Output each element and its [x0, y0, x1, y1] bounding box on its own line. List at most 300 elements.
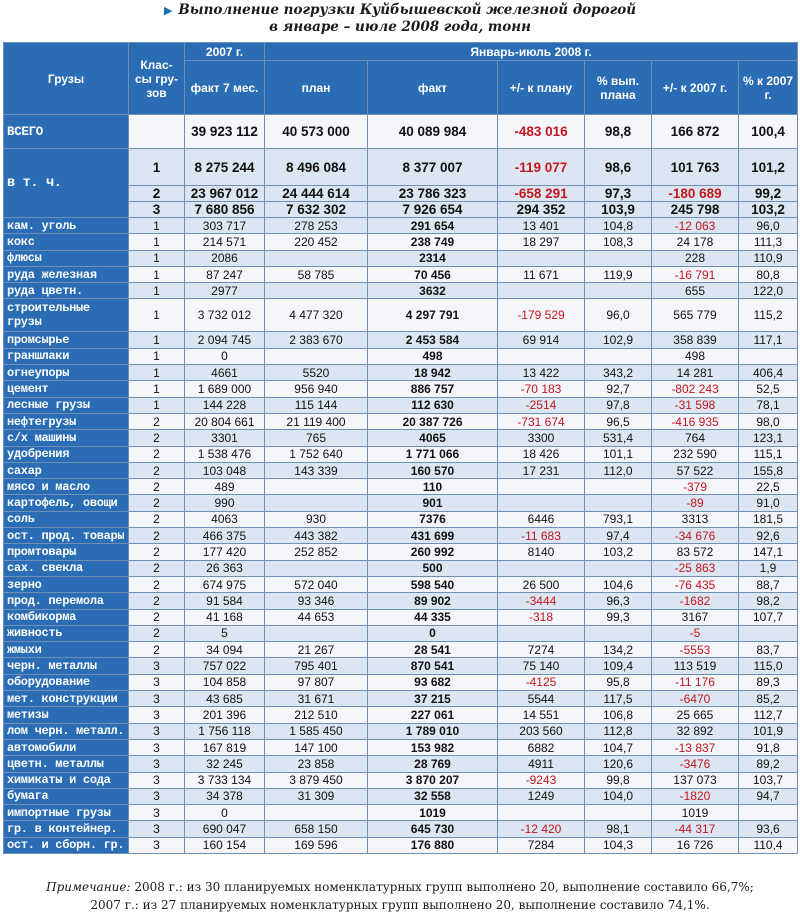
cell-fact-2007: 4063 — [185, 511, 265, 527]
cell-vs-plan: 17 231 — [498, 462, 585, 478]
cell-vs-2007: -44 317 — [652, 821, 739, 837]
table-row — [4, 805, 798, 821]
cell-pct-plan: 119,9 — [585, 266, 652, 282]
cell-pct-2007: 85,2 — [739, 691, 798, 707]
cell-fact: 3632 — [368, 283, 498, 299]
cell-plan: 93 346 — [265, 593, 368, 609]
cell-class: 2 — [129, 446, 185, 462]
title-line-2: в январе – июле 2008 года, тонн — [269, 19, 531, 35]
cell-vs-2007: 32 892 — [652, 723, 739, 739]
table-row — [4, 576, 798, 592]
cell-vs-plan: 75 140 — [498, 658, 585, 674]
cell-fact: 3 870 207 — [368, 772, 498, 788]
table-row — [4, 332, 798, 348]
cell-fact: 227 061 — [368, 707, 498, 723]
row-name: комбикорма — [4, 609, 129, 625]
cell-vs-2007: -3476 — [652, 756, 739, 772]
cell-class: 2 — [129, 625, 185, 641]
cell-fact: 901 — [368, 495, 498, 511]
cell-vs-2007: 3167 — [652, 609, 739, 625]
cell-pct-plan: 104,8 — [585, 218, 652, 234]
cell-pct-plan: 112,8 — [585, 723, 652, 739]
row-name: бумага — [4, 788, 129, 804]
cell-plan: 3 879 450 — [265, 772, 368, 788]
cell-plan: 220 452 — [265, 234, 368, 250]
cell-fact: 176 880 — [368, 837, 498, 853]
table-row — [4, 299, 798, 332]
cell-fact-2007: 1 689 000 — [185, 381, 265, 397]
cell-pct-plan: 102,9 — [585, 332, 652, 348]
cell-vs-2007: -416 935 — [652, 413, 739, 429]
cell-plan: 795 401 — [265, 658, 368, 674]
cell-fact-2007: 26 363 — [185, 560, 265, 576]
cell-fact-2007: 0 — [185, 805, 265, 821]
cell-fact: 20 387 726 — [368, 413, 498, 429]
cell-vs-plan — [498, 348, 585, 364]
cell-class: 3 — [129, 805, 185, 821]
cell-fact-2007: 3 733 134 — [185, 772, 265, 788]
cell-pct-plan: 103,9 — [585, 202, 652, 218]
cell-plan: 143 339 — [265, 462, 368, 478]
cell-vs-plan — [498, 805, 585, 821]
cell-pct-2007: 147,1 — [739, 544, 798, 560]
table-row — [4, 723, 798, 739]
cell-vs-plan — [498, 479, 585, 495]
cell-pct-plan: 106,8 — [585, 707, 652, 723]
cell-vs-2007: -34 676 — [652, 528, 739, 544]
cell-plan: 1 585 450 — [265, 723, 368, 739]
cell-plan: 252 852 — [265, 544, 368, 560]
cell-pct-2007: 122,0 — [739, 283, 798, 299]
cell-class: 2 — [129, 511, 185, 527]
cell-fact-2007: 8 275 244 — [185, 149, 265, 186]
cell-fact-2007: 690 047 — [185, 821, 265, 837]
footnote-label: Примечание: — [46, 880, 131, 894]
cell-vs-2007: -379 — [652, 479, 739, 495]
cell-pct-2007: 111,3 — [739, 234, 798, 250]
cell-fact: 23 786 323 — [368, 186, 498, 202]
cell-fact-2007: 466 375 — [185, 528, 265, 544]
cell-fact-2007: 87 247 — [185, 266, 265, 282]
cell-fact-2007: 20 804 661 — [185, 413, 265, 429]
cell-vs-2007: 232 590 — [652, 446, 739, 462]
row-name: импортные грузы — [4, 805, 129, 821]
header-vs-plan: +/- к плану — [498, 61, 585, 115]
cell-plan — [265, 805, 368, 821]
cell-class: 1 — [129, 218, 185, 234]
cell-class: 2 — [129, 495, 185, 511]
cell-fact: 37 215 — [368, 691, 498, 707]
cell-fact-2007: 32 245 — [185, 756, 265, 772]
cell-vs-plan: 26 500 — [498, 576, 585, 592]
cell-fact: 1 789 010 — [368, 723, 498, 739]
cell-vs-2007: -5553 — [652, 642, 739, 658]
cell-vs-plan: 13 422 — [498, 365, 585, 381]
cell-vs-plan: 6446 — [498, 511, 585, 527]
cell-vs-2007: 166 872 — [652, 115, 739, 149]
cell-fact: 645 730 — [368, 821, 498, 837]
cell-pct-plan — [585, 625, 652, 641]
cell-pct-plan: 97,3 — [585, 186, 652, 202]
cell-vs-2007: -5 — [652, 625, 739, 641]
table-row — [4, 756, 798, 772]
row-name: лом черн. металл. — [4, 723, 129, 739]
cell-pct-2007: 115,1 — [739, 446, 798, 462]
cell-class: 3 — [129, 756, 185, 772]
cell-fact-2007: 7 680 856 — [185, 202, 265, 218]
footnote-line-1: 2008 г.: из 30 планируемых номенклатурных групп выполнено 20, выполнение составило 66,7%; — [134, 880, 754, 894]
cell-vs-plan: 18 426 — [498, 446, 585, 462]
cell-pct-2007: 99,2 — [739, 186, 798, 202]
row-name: удобрения — [4, 446, 129, 462]
cell-pct-2007: 52,5 — [739, 381, 798, 397]
cell-pct-2007: 89,2 — [739, 756, 798, 772]
triangle-marker-icon: ▶ — [163, 4, 173, 17]
cell-vs-plan: -483 016 — [498, 115, 585, 149]
cell-pct-2007: 98,2 — [739, 593, 798, 609]
cell-plan — [265, 348, 368, 364]
cell-class: 1 — [129, 149, 185, 186]
footnote-line-2: 2007 г.: из 27 планируемых номенклатурных групп выполнено 20, выполнение составило 74,1%. — [90, 898, 710, 912]
table-row — [4, 397, 798, 413]
cell-fact-2007: 674 975 — [185, 576, 265, 592]
cell-class: 2 — [129, 186, 185, 202]
cell-fact-2007: 2977 — [185, 283, 265, 299]
cell-vs-plan: 1249 — [498, 788, 585, 804]
cell-pct-2007: 110,9 — [739, 250, 798, 266]
cell-vs-plan: -2514 — [498, 397, 585, 413]
table-row — [4, 821, 798, 837]
cell-vs-plan — [498, 283, 585, 299]
cell-pct-plan: 97,8 — [585, 397, 652, 413]
cell-fact: 238 749 — [368, 234, 498, 250]
cell-pct-2007: 110,4 — [739, 837, 798, 853]
cell-vs-plan: 13 401 — [498, 218, 585, 234]
cell-pct-2007: 92,6 — [739, 528, 798, 544]
cell-pct-2007: 117,1 — [739, 332, 798, 348]
cell-pct-plan: 108,3 — [585, 234, 652, 250]
cell-pct-2007: 112,7 — [739, 707, 798, 723]
loading-table — [3, 42, 798, 854]
row-name: с/х машины — [4, 430, 129, 446]
cell-plan: 97 807 — [265, 674, 368, 690]
cell-fact: 870 541 — [368, 658, 498, 674]
cell-vs-2007: 1019 — [652, 805, 739, 821]
table-row — [4, 511, 798, 527]
table-row — [4, 788, 798, 804]
table-row — [4, 691, 798, 707]
row-name: ост. прод. товары — [4, 528, 129, 544]
cell-pct-plan: 96,0 — [585, 299, 652, 332]
cell-vs-2007: -802 243 — [652, 381, 739, 397]
cell-pct-2007 — [739, 625, 798, 641]
cell-plan: 8 496 084 — [265, 149, 368, 186]
cell-vs-plan: -731 674 — [498, 413, 585, 429]
subtotal-row — [4, 149, 798, 186]
cell-class: 3 — [129, 837, 185, 853]
cell-vs-2007: -6470 — [652, 691, 739, 707]
cell-pct-plan: 104,7 — [585, 739, 652, 755]
cell-class: 2 — [129, 462, 185, 478]
cell-vs-plan: 69 914 — [498, 332, 585, 348]
cell-fact-2007: 34 378 — [185, 788, 265, 804]
cell-pct-plan: 92,7 — [585, 381, 652, 397]
cell-plan: 23 858 — [265, 756, 368, 772]
cell-plan: 2 383 670 — [265, 332, 368, 348]
cell-class: 2 — [129, 642, 185, 658]
cell-class: 2 — [129, 593, 185, 609]
cell-vs-2007: 14 281 — [652, 365, 739, 381]
table-row — [4, 430, 798, 446]
row-name: огнеупоры — [4, 365, 129, 381]
cell-plan: 5520 — [265, 365, 368, 381]
cell-fact-2007: 2086 — [185, 250, 265, 266]
cell-vs-2007: -11 176 — [652, 674, 739, 690]
row-name: руда железная — [4, 266, 129, 282]
cell-plan: 572 040 — [265, 576, 368, 592]
cell-vs-plan: -4125 — [498, 674, 585, 690]
cell-vs-2007: 83 572 — [652, 544, 739, 560]
row-name: жмыхи — [4, 642, 129, 658]
cell-class: 1 — [129, 348, 185, 364]
header-plan: план — [265, 61, 368, 115]
cell-fact-2007: 39 923 112 — [185, 115, 265, 149]
cell-fact: 70 456 — [368, 266, 498, 282]
cell-pct-plan: 98,8 — [585, 115, 652, 149]
cell-plan: 278 253 — [265, 218, 368, 234]
cell-plan — [265, 495, 368, 511]
cell-pct-plan: 120,6 — [585, 756, 652, 772]
cell-fact: 291 654 — [368, 218, 498, 234]
row-name: зерно — [4, 576, 129, 592]
footnote — [0, 878, 800, 914]
table-row — [4, 658, 798, 674]
cell-class: 1 — [129, 266, 185, 282]
cell-vs-2007: 565 779 — [652, 299, 739, 332]
cell-vs-plan: 8140 — [498, 544, 585, 560]
cell-fact-2007: 201 396 — [185, 707, 265, 723]
cell-plan: 40 573 000 — [265, 115, 368, 149]
cell-vs-plan: -658 291 — [498, 186, 585, 202]
cell-plan: 4 477 320 — [265, 299, 368, 332]
cell-class: 3 — [129, 772, 185, 788]
table-row — [4, 234, 798, 250]
cell-fact: 886 757 — [368, 381, 498, 397]
cell-fact-2007: 34 094 — [185, 642, 265, 658]
cell-pct-plan: 109,4 — [585, 658, 652, 674]
cell-pct-2007: 101,2 — [739, 149, 798, 186]
cell-pct-plan — [585, 495, 652, 511]
cell-fact: 153 982 — [368, 739, 498, 755]
cell-vs-plan: 18 297 — [498, 234, 585, 250]
table-row — [4, 266, 798, 282]
header-vs-2007: +/- к 2007 г. — [652, 61, 739, 115]
cell-class: 1 — [129, 250, 185, 266]
cell-vs-plan: 14 551 — [498, 707, 585, 723]
row-name: флюсы — [4, 250, 129, 266]
cell-vs-plan: 7274 — [498, 642, 585, 658]
cell-pct-plan: 104,6 — [585, 576, 652, 592]
row-name: промсырье — [4, 332, 129, 348]
row-name: метизы — [4, 707, 129, 723]
cell-fact: 28 769 — [368, 756, 498, 772]
cell-fact: 260 992 — [368, 544, 498, 560]
cell-pct-2007: 123,1 — [739, 430, 798, 446]
row-name: гр. в контейнер. — [4, 821, 129, 837]
cell-plan: 21 267 — [265, 642, 368, 658]
cell-class: 2 — [129, 479, 185, 495]
table-row — [4, 413, 798, 429]
cell-fact-2007: 167 819 — [185, 739, 265, 755]
row-name: кам. уголь — [4, 218, 129, 234]
table-header — [4, 43, 798, 115]
cell-fact-2007: 43 685 — [185, 691, 265, 707]
cell-pct-plan: 531,4 — [585, 430, 652, 446]
cell-fact-2007: 990 — [185, 495, 265, 511]
cell-plan — [265, 479, 368, 495]
cell-pct-plan — [585, 283, 652, 299]
cell-pct-2007: 91,0 — [739, 495, 798, 511]
table-row — [4, 772, 798, 788]
cell-vs-plan: 6882 — [498, 739, 585, 755]
cell-pct-2007: 98,0 — [739, 413, 798, 429]
cell-fact: 4065 — [368, 430, 498, 446]
row-name: живность — [4, 625, 129, 641]
table-row — [4, 479, 798, 495]
table-row — [4, 446, 798, 462]
row-name: граншлаки — [4, 348, 129, 364]
table-row — [4, 365, 798, 381]
row-name: картофель, овощи — [4, 495, 129, 511]
cell-plan: 1 752 640 — [265, 446, 368, 462]
cell-fact: 2314 — [368, 250, 498, 266]
cell-pct-2007: 101,9 — [739, 723, 798, 739]
cell-plan: 115 144 — [265, 397, 368, 413]
cell-plan — [265, 560, 368, 576]
cell-pct-2007: 103,7 — [739, 772, 798, 788]
row-name: строительные грузы — [4, 299, 129, 332]
cell-vs-2007: 57 522 — [652, 462, 739, 478]
cell-class: 3 — [129, 788, 185, 804]
cell-class: 3 — [129, 658, 185, 674]
table-row — [4, 560, 798, 576]
cell-fact-2007: 160 154 — [185, 837, 265, 853]
table-row — [4, 593, 798, 609]
table-row — [4, 250, 798, 266]
cell-pct-plan: 104,3 — [585, 837, 652, 853]
row-name: цветн. металлы — [4, 756, 129, 772]
cell-fact-2007: 177 420 — [185, 544, 265, 560]
table-row — [4, 739, 798, 755]
cell-class: 3 — [129, 707, 185, 723]
row-name: мет. конструкции — [4, 691, 129, 707]
table-row — [4, 528, 798, 544]
cell-pct-2007: 93,6 — [739, 821, 798, 837]
cell-fact: 8 377 007 — [368, 149, 498, 186]
cell-plan — [265, 250, 368, 266]
cell-vs-2007: 113 519 — [652, 658, 739, 674]
cell-vs-2007: 3313 — [652, 511, 739, 527]
row-name: автомобили — [4, 739, 129, 755]
cell-fact: 89 902 — [368, 593, 498, 609]
cell-fact: 32 558 — [368, 788, 498, 804]
table-row — [4, 609, 798, 625]
cell-pct-plan: 101,1 — [585, 446, 652, 462]
cell-vs-plan: 203 560 — [498, 723, 585, 739]
header-goods: Грузы — [4, 43, 129, 115]
title-line-1: Выполнение погрузки Куйбышевской железной дорогой — [178, 2, 637, 18]
cell-pct-plan: 104,0 — [585, 788, 652, 804]
header-group-2007: 2007 г. — [185, 43, 265, 61]
cell-plan: 956 940 — [265, 381, 368, 397]
cell-plan: 169 596 — [265, 837, 368, 853]
cell-plan — [265, 283, 368, 299]
cell-fact-2007: 144 228 — [185, 397, 265, 413]
header-pct-plan: % вып. плана — [585, 61, 652, 115]
cell-class: 3 — [129, 202, 185, 218]
cell-pct-2007: 91,8 — [739, 739, 798, 755]
row-name: оборудование — [4, 674, 129, 690]
cell-fact: 7376 — [368, 511, 498, 527]
cell-vs-plan: -12 420 — [498, 821, 585, 837]
cell-fact: 44 335 — [368, 609, 498, 625]
row-name: сах. свекла — [4, 560, 129, 576]
cell-fact: 28 541 — [368, 642, 498, 658]
cell-vs-plan — [498, 250, 585, 266]
cell-pct-plan: 793,1 — [585, 511, 652, 527]
cell-pct-2007: 155,8 — [739, 462, 798, 478]
cell-plan: 24 444 614 — [265, 186, 368, 202]
cell-fact-2007: 303 717 — [185, 218, 265, 234]
cell-pct-2007: 22,5 — [739, 479, 798, 495]
table-row — [4, 283, 798, 299]
header-pct-2007: % к 2007 г. — [739, 61, 798, 115]
cell-pct-2007: 103,2 — [739, 202, 798, 218]
cell-pct-2007: 94,7 — [739, 788, 798, 804]
cell-vs-2007: -89 — [652, 495, 739, 511]
cell-class: 1 — [129, 299, 185, 332]
cell-vs-2007: 137 073 — [652, 772, 739, 788]
cell-vs-plan — [498, 560, 585, 576]
cell-pct-2007: 78,1 — [739, 397, 798, 413]
cell-fact-2007: 91 584 — [185, 593, 265, 609]
cell-vs-plan: -119 077 — [498, 149, 585, 186]
cell-fact: 431 699 — [368, 528, 498, 544]
cell-pct-plan: 117,5 — [585, 691, 652, 707]
cell-plan: 658 150 — [265, 821, 368, 837]
table-row — [4, 707, 798, 723]
cell-class: 1 — [129, 365, 185, 381]
table-row — [4, 837, 798, 853]
cell-pct-2007 — [739, 348, 798, 364]
cell-class: 2 — [129, 609, 185, 625]
cell-pct-plan: 98,6 — [585, 149, 652, 186]
cell-vs-2007: -180 689 — [652, 186, 739, 202]
cell-plan: 765 — [265, 430, 368, 446]
cell-pct-2007: 88,7 — [739, 576, 798, 592]
cell-fact: 500 — [368, 560, 498, 576]
row-name: промтовары — [4, 544, 129, 560]
cell-vs-2007: 245 798 — [652, 202, 739, 218]
cell-vs-2007: 101 763 — [652, 149, 739, 186]
cell-fact: 1019 — [368, 805, 498, 821]
cell-pct-2007: 406,4 — [739, 365, 798, 381]
cell-class: 3 — [129, 821, 185, 837]
cell-vs-2007: 358 839 — [652, 332, 739, 348]
cell-vs-2007: 655 — [652, 283, 739, 299]
table-title — [0, 2, 800, 36]
cell-class: 2 — [129, 560, 185, 576]
